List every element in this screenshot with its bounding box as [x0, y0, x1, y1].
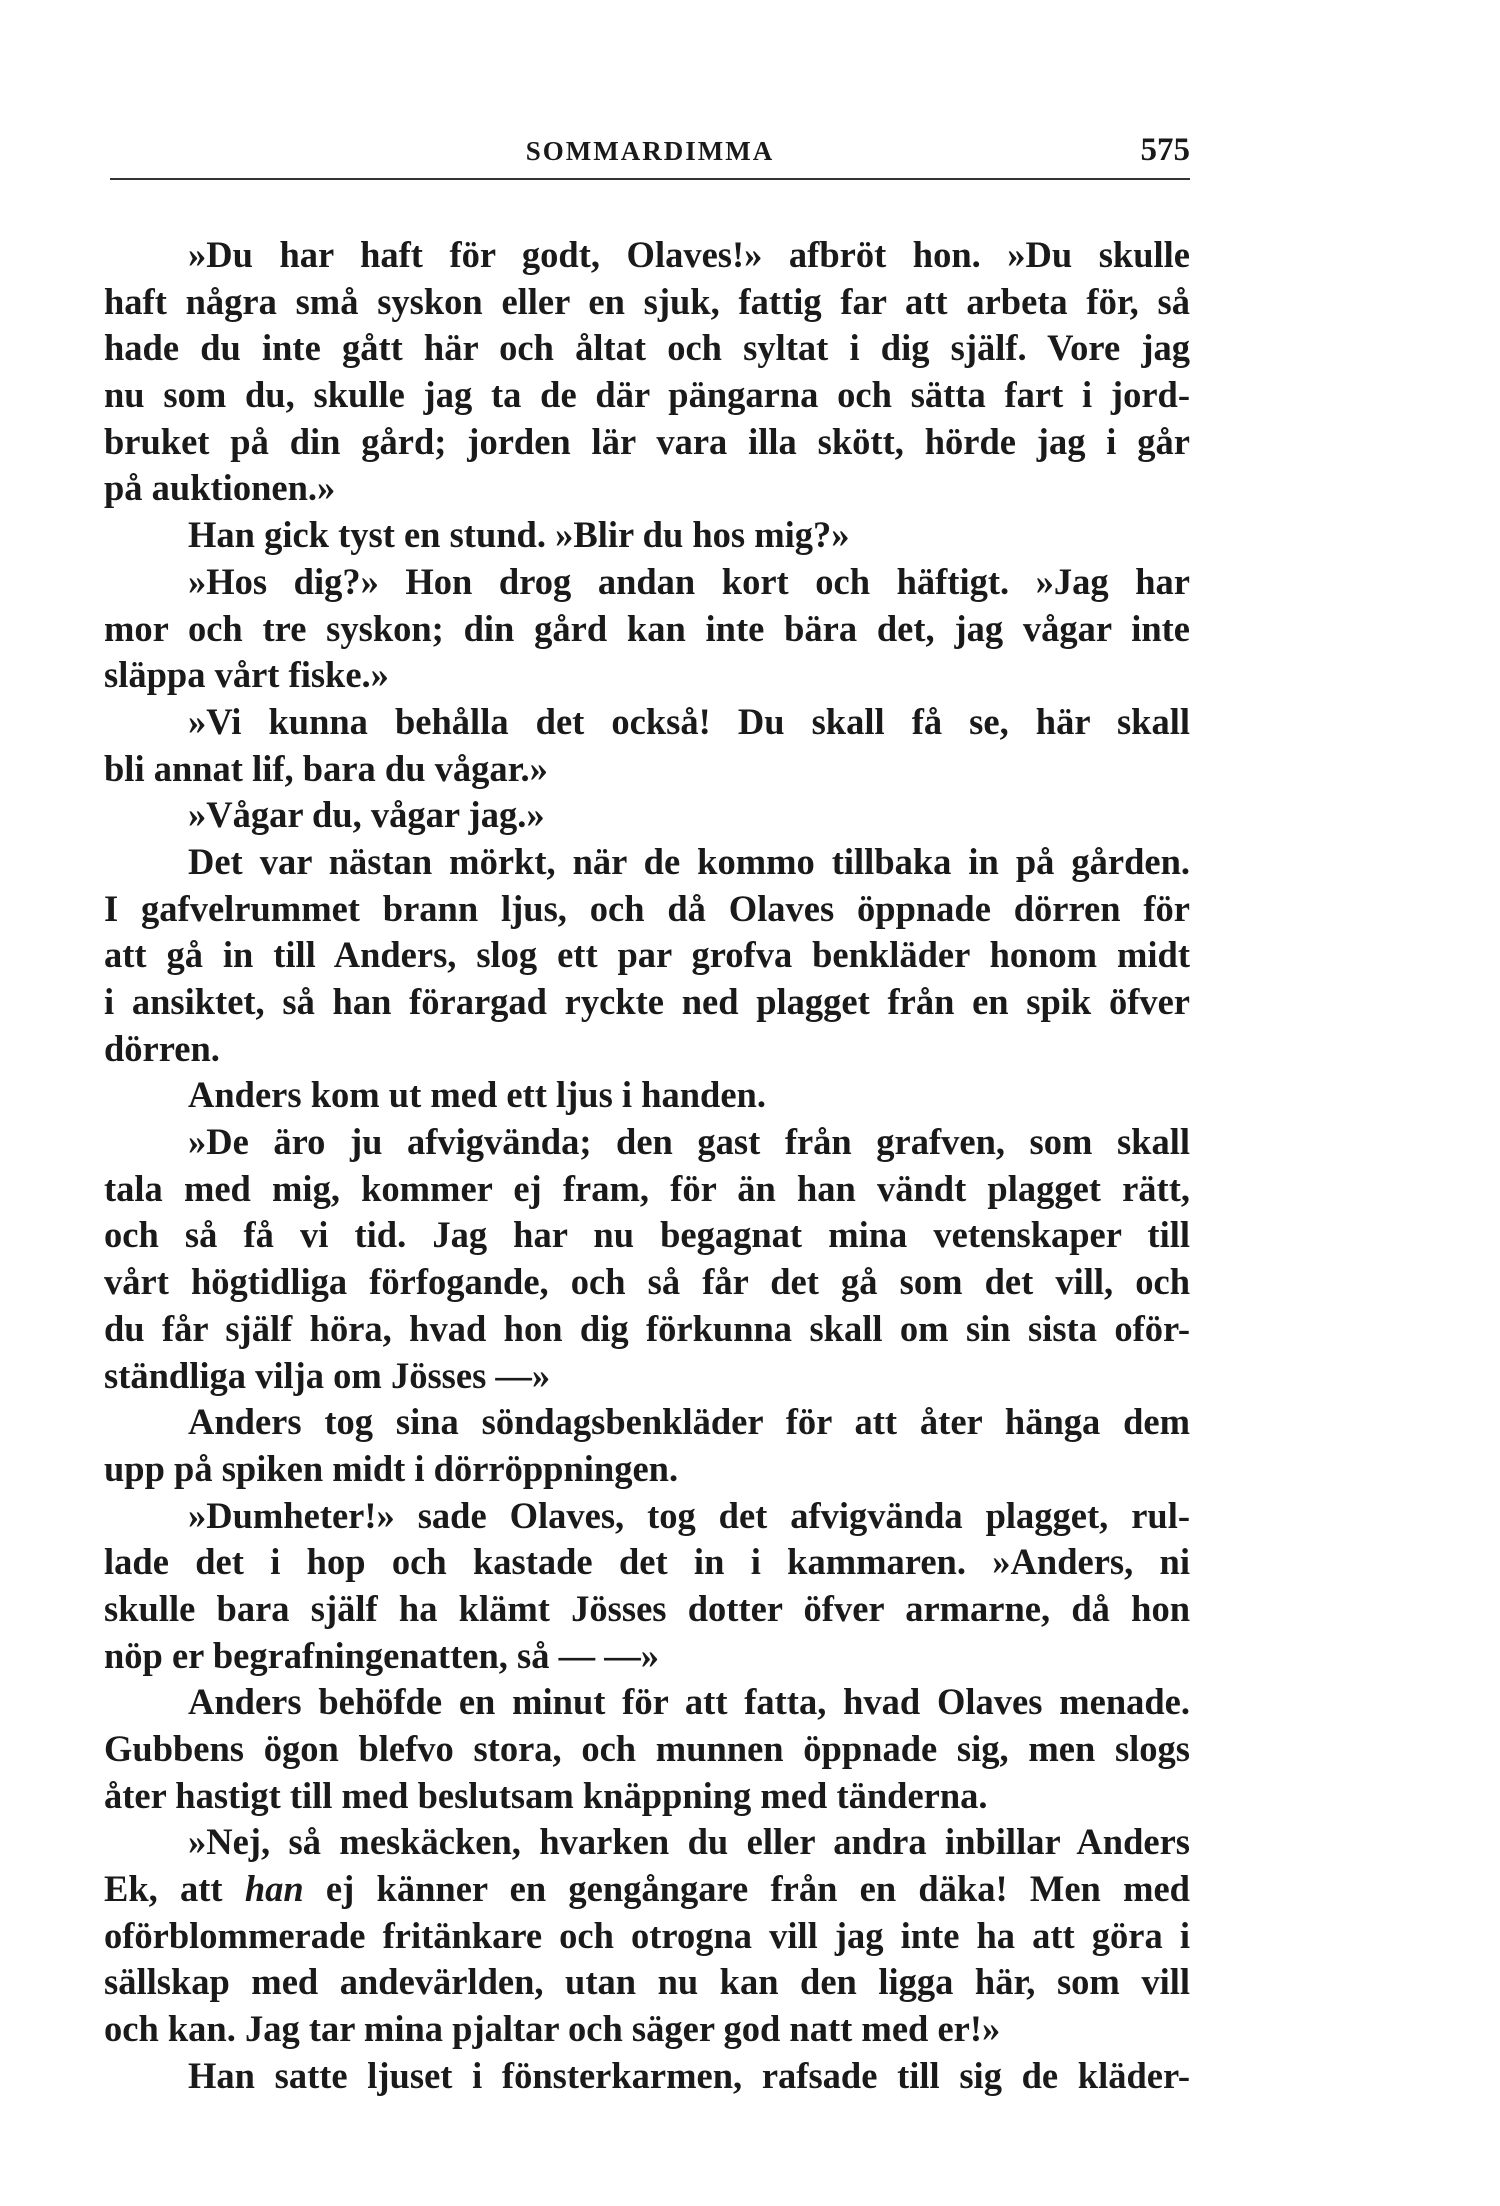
text-line: oförblommerade fritänkare och otrogna vill jag inte ha att göra i	[104, 1914, 1190, 1956]
text-line: Det var nästan mörkt, när de kommo tillbaka in på gården.	[188, 840, 1190, 882]
text-line: »Dumheter!» sade Olaves, tog det afvigvända plagget, rul-	[188, 1494, 1190, 1536]
text-line: mor och tre syskon; din gård kan inte bära det, jag vågar inte	[104, 607, 1190, 649]
text-line: Han satte ljuset i fönsterkarmen, rafsade till sig de kläder-	[188, 2054, 1190, 2096]
text-line: sällskap med andevärlden, utan nu kan den ligga här, som vill	[104, 1961, 1190, 2003]
text-line: nu som du, skulle jag ta de där pängarna och sätta fart i jord-	[104, 374, 1190, 416]
text-line: och så få vi tid. Jag har nu begagnat mina vetenskaper till	[104, 1214, 1190, 1256]
text-line: lade det i hop och kastade det in i kammaren. »Anders, ni	[104, 1541, 1190, 1583]
text-line: Han gick tyst en stund. »Blir du hos mig?»	[188, 514, 850, 556]
text-line: vårt högtidliga förfogande, och så får det gå som det vill, och	[104, 1261, 1190, 1303]
text-line: haft några små syskon eller en sjuk, fattig far att arbeta för, så	[104, 280, 1190, 322]
text-line: »Nej, så meskäcken, hvarken du eller andra inbillar Anders	[188, 1821, 1190, 1863]
text-line: nöp er begrafningenatten, så — —»	[104, 1634, 659, 1676]
text-line: dörren.	[104, 1027, 220, 1069]
text-line: »Vågar du, vågar jag.»	[188, 794, 545, 836]
page-number: 575	[1140, 132, 1190, 168]
text-line: du får själf höra, hvad hon dig förkunna skall om sin sista oför-	[104, 1307, 1190, 1349]
text-line: »De äro ju afvigvända; den gast från grafven, som skall	[188, 1121, 1190, 1163]
text-line: i ansiktet, så han förargad ryckte ned plagget från en spik öfver	[104, 981, 1190, 1022]
text-line: hade du inte gått här och åltat och syltat i dig själf. Vore jag	[104, 327, 1190, 369]
text-line: Anders tog sina söndagsbenkläder för att åter hänga dem	[188, 1401, 1190, 1443]
text-line: I gafvelrummet brann ljus, och då Olaves öppnade dörren för	[104, 887, 1190, 929]
text-line: »Du har haft för godt, Olaves!» afbröt hon. »Du skulle	[188, 234, 1190, 275]
running-head: SOMMARDIMMA	[525, 136, 775, 166]
text-line: på auktionen.»	[104, 467, 336, 509]
text-line: Anders kom ut med ett ljus i handen.	[188, 1074, 766, 1116]
text-line: tala med mig, kommer ej fram, för än han vändt plagget rätt,	[104, 1167, 1190, 1209]
text-line: Gubbens ögon blefvo stora, och munnen öppnade sig, men slogs	[104, 1728, 1190, 1769]
text-line: upp på spiken midt i dörröppningen.	[104, 1447, 679, 1489]
emphasized-word: han	[244, 1868, 304, 1910]
text-line: släppa vårt fiske.»	[104, 654, 389, 696]
text-line: Ek, att han ej känner en gengångare från en däka! Men med	[104, 1868, 1190, 1910]
text-line: skulle bara själf ha klämt Jösses dotter öfver armarne, då hon	[104, 1587, 1190, 1629]
text-line: »Hos dig?» Hon drog andan kort och häftigt. »Jag har	[188, 560, 1190, 602]
text-line: Anders behöfde en minut för att fatta, hvad Olaves menade.	[188, 1681, 1190, 1723]
text-line: bli annat lif, bara du vågar.»	[104, 747, 548, 789]
page-header	[110, 128, 1190, 180]
text-line: ständliga vilja om Jösses —»	[104, 1354, 551, 1396]
body-text	[104, 232, 1190, 2100]
text-line: bruket på din gård; jorden lär vara illa skött, hörde jag i går	[104, 420, 1190, 462]
text-line: »Vi kunna behålla det också! Du skall få se, här skall	[188, 700, 1190, 742]
text-line: och kan. Jag tar mina pjaltar och säger god natt med er!»	[104, 2008, 1001, 2050]
text-line: att gå in till Anders, slog ett par grofva benkläder honom midt	[104, 934, 1190, 976]
text-line: åter hastigt till med beslutsam knäppning med tänderna.	[104, 1774, 988, 1816]
